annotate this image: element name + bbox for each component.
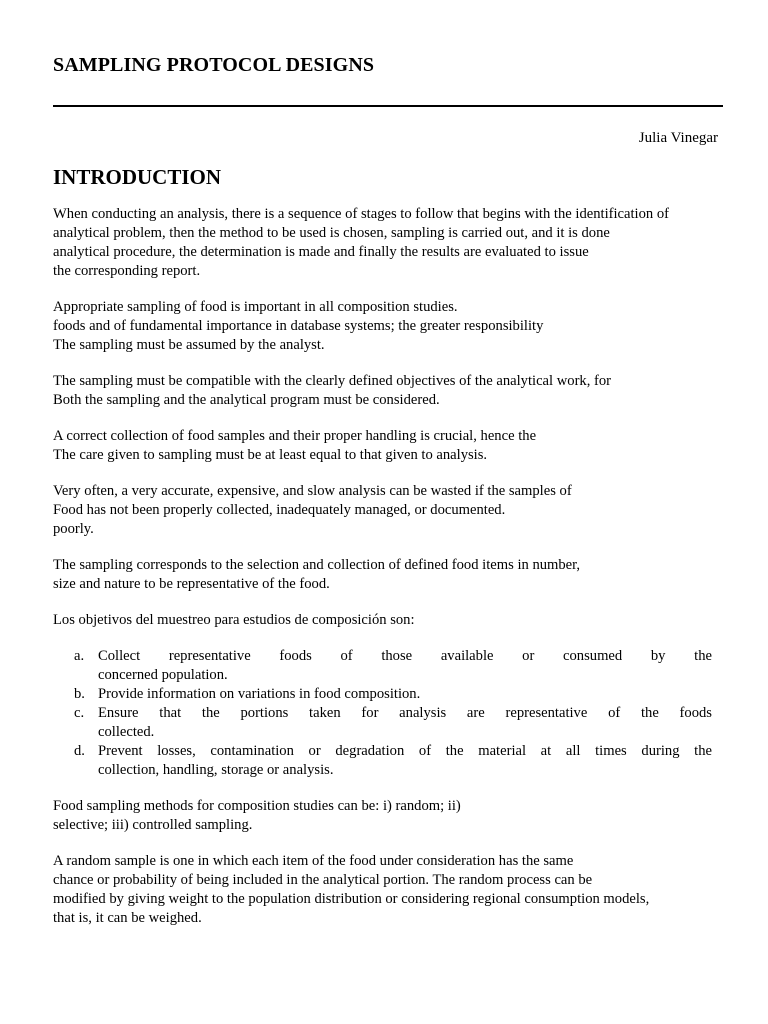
text-line: Food sampling methods for composition studies can be: i) random; ii) (53, 798, 461, 814)
list-item-line: Provide information on variations in food composition. (98, 686, 421, 702)
author-name: Julia Vinegar (638, 130, 718, 146)
text-line: Both the sampling and the analytical program must be considered. (53, 392, 440, 408)
objectives-list (53, 647, 753, 780)
text-line: that is, it can be weighed. (53, 910, 202, 926)
list-item (53, 742, 712, 780)
text-line: The sampling corresponds to the selection and collection of defined food items in number, (53, 557, 581, 573)
paragraph (53, 852, 753, 928)
text-line: the corresponding report. (53, 263, 201, 279)
paragraph (53, 372, 753, 410)
text-line: When conducting an analysis, there is a sequence of stages to follow that begins with the identification of (53, 206, 670, 222)
paragraph (53, 427, 753, 465)
text-line: poorly. (53, 521, 94, 537)
list-marker: d. (74, 743, 85, 759)
list-item-line: Ensure that the portions taken for analysis are representative of the foods (98, 705, 712, 721)
text-line: size and nature to be representative of the food. (53, 576, 330, 592)
text-line: Food has not been properly collected, inadequately managed, or documented. (53, 502, 506, 518)
text-line: A correct collection of food samples and their proper handling is crucial, hence the (53, 428, 537, 444)
text-line: The care given to sampling must be at least equal to that given to analysis. (53, 447, 488, 463)
text-line: The sampling must be compatible with the clearly defined objectives of the analytical work, for (53, 373, 612, 389)
list-marker: b. (74, 686, 85, 702)
paragraph (53, 556, 753, 594)
text-line: analytical problem, then the method to be used is chosen, sampling is carried out, and it is done (53, 225, 610, 241)
paragraph (53, 205, 753, 281)
text-line: chance or probability of being included in the analytical portion. The random process can be (53, 872, 593, 888)
text-line: Very often, a very accurate, expensive, and slow analysis can be wasted if the samples of (53, 483, 572, 499)
title-divider (53, 105, 723, 107)
list-intro (53, 611, 753, 630)
list-item-line: collected. (98, 724, 155, 740)
text-line: modified by giving weight to the population distribution or considering regional consumption models, (53, 891, 650, 907)
text-line: The sampling must be assumed by the analyst. (53, 337, 325, 353)
list-item-line: collection, handling, storage or analysis. (98, 762, 334, 778)
list-item (53, 685, 712, 704)
list-marker: a. (74, 648, 85, 664)
paragraph (53, 797, 753, 835)
list-item-line: concerned population. (98, 667, 228, 683)
list-item-line: Collect representative foods of those available or consumed by the (98, 648, 712, 664)
text-line: Los objetivos del muestreo para estudios de composición son: (53, 612, 415, 628)
list-marker: c. (74, 705, 85, 721)
section-heading: INTRODUCTION (53, 165, 222, 189)
text-line: Appropriate sampling of food is important in all composition studies. (53, 299, 458, 315)
paragraph (53, 482, 753, 539)
list-item-line: Prevent losses, contamination or degradation of the material at all times during the (98, 743, 712, 759)
document-body (53, 205, 753, 945)
paragraph (53, 298, 753, 355)
text-line: analytical procedure, the determination is made and finally the results are evaluated to issue (53, 244, 589, 260)
list-item (53, 704, 712, 742)
document-title: SAMPLING PROTOCOL DESIGNS (53, 54, 375, 76)
list-item (53, 647, 712, 685)
text-line: selective; iii) controlled sampling. (53, 817, 253, 833)
text-line: foods and of fundamental importance in database systems; the greater responsibility (53, 318, 544, 334)
text-line: A random sample is one in which each item of the food under consideration has the same (53, 853, 574, 869)
